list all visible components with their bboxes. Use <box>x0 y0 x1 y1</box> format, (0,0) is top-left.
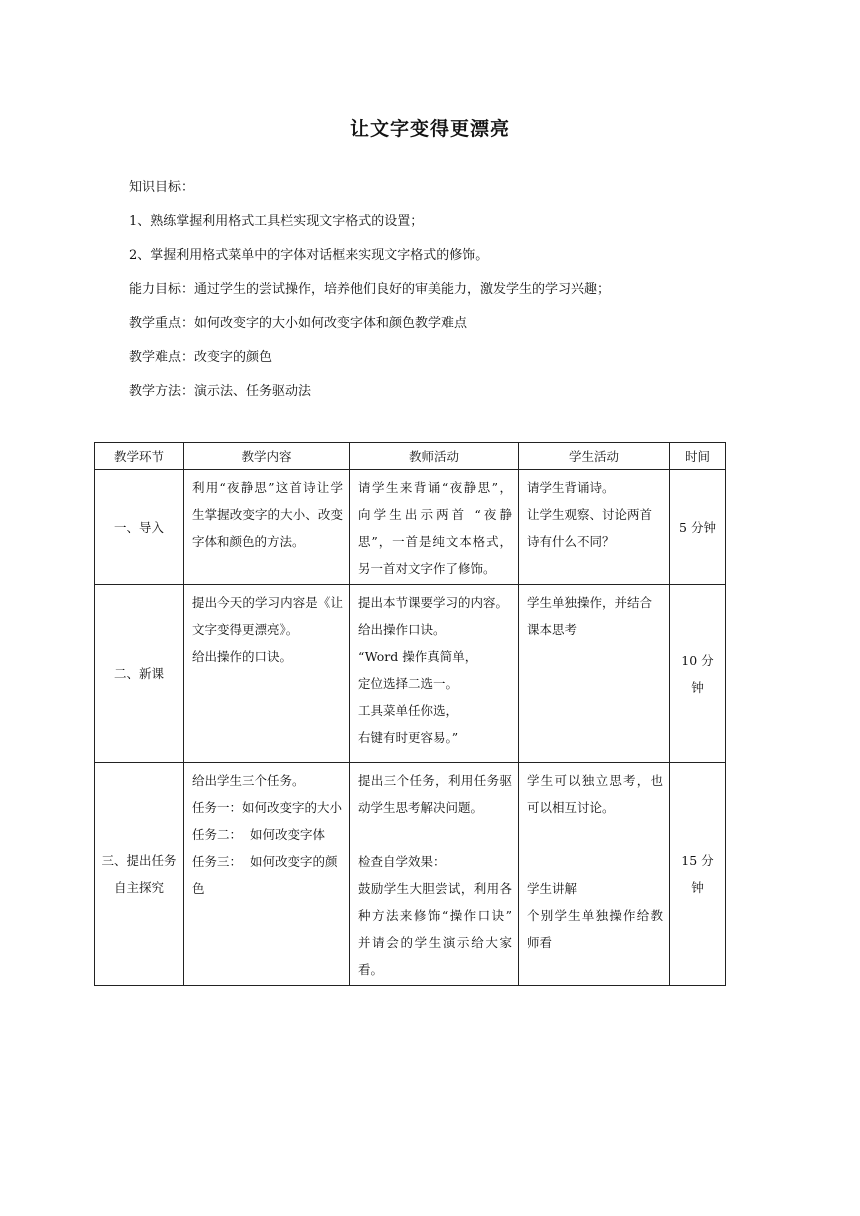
student-line: 学生可以独立思考，也 <box>527 773 663 788</box>
time-line: 10 分 <box>681 652 714 668</box>
teacher-line: 鼓励学生大胆尝试，利用各 <box>358 881 512 896</box>
time-line: 15 分 <box>681 853 714 868</box>
content-line: 任务三： 如何改变字的颜 <box>192 854 338 869</box>
teacher-line: 定位选择二选一。 <box>358 676 459 691</box>
time-cell: 5 分钟 <box>670 470 726 585</box>
teacher-line: 右键有时更容易。” <box>358 730 459 745</box>
table-row <box>95 585 726 763</box>
teacher-line: 提出三个任务，利用任务驱 <box>358 773 512 788</box>
header-time: 时间 <box>670 443 726 470</box>
teacher-line: 思”，一首是纯文本格式， <box>358 534 512 549</box>
table-row <box>95 470 726 585</box>
header-stage: 教学环节 <box>95 443 184 470</box>
content-cell <box>184 585 350 763</box>
header-content: 教学内容 <box>184 443 350 470</box>
student-activity-cell <box>519 763 670 986</box>
student-activity-cell <box>519 470 670 585</box>
teacher-line: 给出操作口诀。 <box>358 622 446 637</box>
time-cell <box>670 763 726 986</box>
document-title: 让文字变得更漂亮 <box>349 118 510 140</box>
lesson-plan-table <box>94 442 726 986</box>
student-line: 可以相互讨论。 <box>527 800 615 815</box>
blank-line <box>358 821 512 848</box>
teacher-line: 检查自学效果： <box>358 854 446 869</box>
student-activity-cell <box>519 585 670 763</box>
teacher-line: 向学生出示两首 “夜静 <box>358 507 512 522</box>
teacher-line: 请学生来背诵“夜静思”， <box>358 480 512 495</box>
teacher-line: “Word 操作真简单， <box>358 649 478 664</box>
ability-goal: 能力目标：通过学生的尝试操作，培养他们良好的审美能力，激发学生的学习兴趣； <box>129 282 611 297</box>
content-line: 任务一：如何改变字的大小 <box>192 800 343 815</box>
teaching-method: 教学方法：演示法、任务驱动法 <box>129 384 312 399</box>
teacher-activity-cell <box>350 470 519 585</box>
teacher-line: 另一首对文字作了修饰。 <box>358 561 496 576</box>
table-row <box>95 763 726 986</box>
objectives-section <box>129 178 769 416</box>
teacher-line: 看。 <box>358 962 384 977</box>
stage-line: 自主探究 <box>113 880 164 895</box>
teacher-line: 工具菜单任你选， <box>358 703 459 718</box>
student-line: 请学生背诵诗。 <box>527 480 615 495</box>
knowledge-goal-item-1: 1、熟练掌握利用格式工具栏实现文字格式的设置； <box>129 214 424 229</box>
time-line: 钟 <box>691 679 704 695</box>
blank-line <box>527 848 663 875</box>
content-line: 利用“夜静思”这首诗让学 <box>192 480 343 495</box>
teacher-activity-cell <box>350 763 519 986</box>
teacher-line: 提出本节课要学习的内容。 <box>358 595 509 610</box>
knowledge-goal-heading: 知识目标： <box>129 180 195 195</box>
content-line: 任务二： 如何改变字体 <box>192 827 325 842</box>
time-line: 钟 <box>691 880 704 895</box>
student-line: 个别学生单独操作给教 <box>527 908 663 923</box>
header-teacher-activity: 教师活动 <box>350 443 519 470</box>
student-line: 学生讲解 <box>527 881 578 896</box>
key-point: 教学重点：如何改变字的大小如何改变字体和颜色教学难点 <box>129 316 468 331</box>
student-line: 让学生观察、讨论两首 <box>527 507 653 522</box>
content-line: 色 <box>192 881 205 896</box>
content-cell <box>184 470 350 585</box>
blank-line <box>527 821 663 848</box>
content-cell <box>184 763 350 986</box>
student-line: 诗有什么不同？ <box>527 534 615 549</box>
teacher-line: 并请会的学生演示给大家 <box>358 935 512 950</box>
teacher-activity-cell <box>350 585 519 763</box>
content-line: 文字变得更漂亮》。 <box>192 622 299 637</box>
stage-cell: 二、新课 <box>95 585 184 763</box>
stage-line: 三、提出任务 <box>101 853 177 868</box>
content-line: 生掌握改变字的大小、改变 <box>192 507 343 522</box>
student-line: 学生单独操作，并结合 <box>527 595 653 610</box>
teacher-line: 种方法来修饰“操作口诀” <box>358 908 512 923</box>
content-line: 给出操作的口诀。 <box>192 649 293 664</box>
content-line: 提出今天的学习内容是《让 <box>192 595 343 610</box>
time-cell <box>670 585 726 763</box>
student-line: 师看 <box>527 935 553 950</box>
table-header-row <box>95 443 726 470</box>
content-line: 给出学生三个任务。 <box>192 773 305 788</box>
stage-cell <box>95 763 184 986</box>
difficult-point: 教学难点：改变字的颜色 <box>129 350 273 365</box>
header-student-activity: 学生活动 <box>519 443 670 470</box>
content-line: 字体和颜色的方法。 <box>192 534 305 549</box>
teacher-line: 动学生思考解决问题。 <box>358 800 484 815</box>
student-line: 课本思考 <box>527 622 578 637</box>
stage-cell: 一、导入 <box>95 470 184 585</box>
knowledge-goal-item-2: 2、掌握利用格式菜单中的字体对话框来实现文字格式的修饰。 <box>129 248 489 263</box>
